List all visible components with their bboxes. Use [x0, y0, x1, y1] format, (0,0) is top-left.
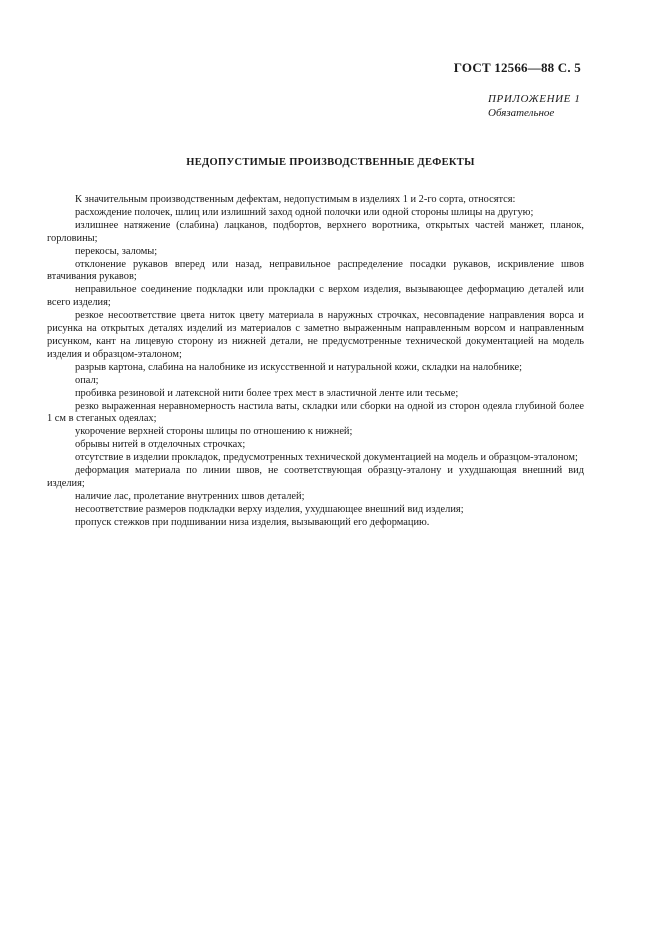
defect-item: резко выраженная неравномерность настила ваты, складки или сборки на одной из сторон одеяла глубиной более 1 см в стеганых одеялах; [47, 400, 584, 425]
appendix-subtitle: Обязательное [488, 107, 555, 119]
defect-item: расхождение полочек, шлиц или излишний заход одной полочки или одной стороны шлицы на другую; [75, 206, 534, 218]
defect-item: деформация материала по линии швов, не соответствующая образцу-эталону и ухудшающая внешний вид изделия; [47, 465, 584, 489]
document-reference: ГОСТ 12566—88 С. 5 [453, 60, 581, 75]
defect-item: отклонение рукавов вперед или назад, неправильное распределение посадки рукавов, искривление швов втачивания рукавов; [47, 258, 584, 283]
defect-item: отсутствие в изделии прокладок, предусмотренных технической документацией на модель и образцом-эталоном; [75, 452, 578, 464]
defect-item: пропуск стежков при подшивании низа изделия, вызывающий его деформацию. [75, 516, 430, 528]
defect-item: неправильное соединение подкладки или прокладки с верхом изделия, вызывающее деформацию деталей или всего изделия; [47, 284, 584, 309]
defect-item: излишнее натяжение (слабина) лацканов, подбортов, верхнего воротника, открытых частей манжет, планок, горловины; [47, 219, 584, 244]
defect-item: опал; [75, 374, 99, 386]
defect-item: наличие лас, пролетание внутренних швов деталей; [75, 490, 305, 502]
appendix-block [488, 92, 580, 120]
section-title: НЕДОПУСТИМЫЕ ПРОИЗВОДСТВЕННЫЕ ДЕФЕКТЫ [186, 157, 475, 168]
defect-item: пробивка резиновой и латексной нити более трех мест в эластичной ленте или тесьме; [75, 387, 459, 399]
defects-list [47, 194, 584, 530]
defect-item: перекосы, заломы; [75, 245, 158, 257]
appendix-title: ПРИЛОЖЕНИЕ 1 [488, 93, 581, 105]
defect-item: укорочение верхней стороны шлицы по отношению к нижней; [75, 426, 353, 438]
defect-item: резкое несоответствие цвета ниток цвету материала в наружных строчках, несовпадение направления ворса и рисунка на открытых деталях изделий из материалов с заметно выраженным направленным ворсом и направленным рисунком, кант на лицевую сторону из нижней детали, не предусмотренные технической документацией на модель изделия и образцом-эталоном; [47, 310, 584, 360]
intro-paragraph: К значительным производственным дефектам, недопустимым в изделиях 1 и 2-го сорта, относятся: [75, 194, 516, 205]
defect-item: несоответствие размеров подкладки верху изделия, ухудшающее внешний вид изделия; [75, 503, 464, 515]
defect-item: обрывы нитей в отделочных строчках; [75, 439, 246, 451]
defect-item: разрыв картона, слабина на налобнике из искусственной и натуральной кожи, складки на налобнике; [75, 361, 523, 373]
